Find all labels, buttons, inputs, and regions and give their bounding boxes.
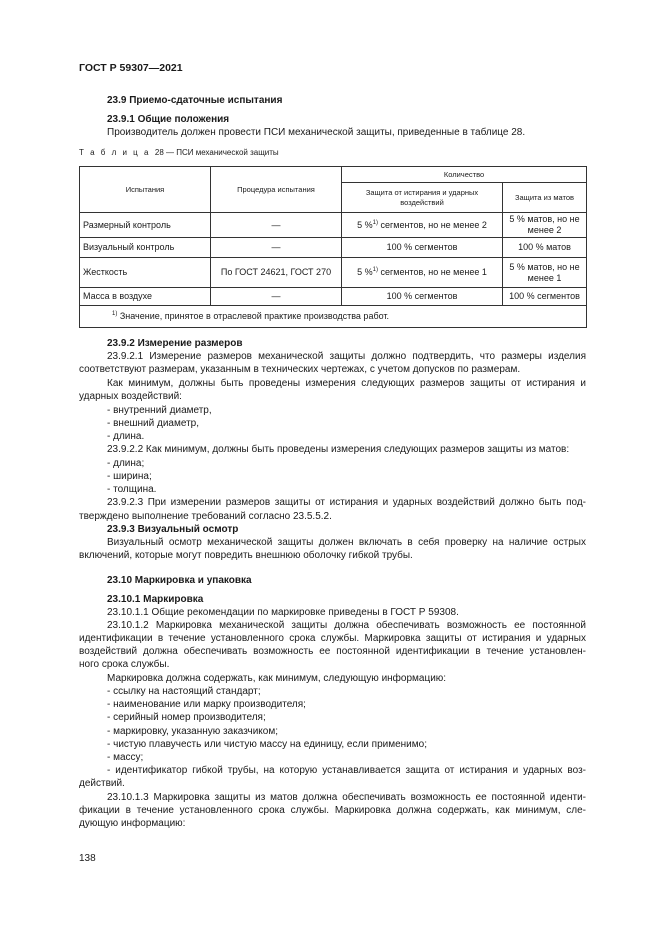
- header-mat-protection: Защита из матов: [503, 183, 587, 213]
- paragraph-line: 23.10.1.1 Общие рекомендации по маркировке приведены в ГОСТ Р 59308.: [107, 607, 459, 618]
- subsection-title-23-9-1: 23.9.1 Общие положения: [107, 114, 230, 125]
- paragraph-line: тверждено выполнение требований согласно 23.5.5.2.: [79, 511, 332, 522]
- list-item: - массу;: [107, 752, 144, 763]
- paragraph-line: Визуальный осмотр механической защиты должен включать в себя проверку на наличие острых: [107, 537, 586, 548]
- cell-value-rest: сегментов, но не менее 2: [377, 219, 487, 230]
- paragraph-line: 23.10.1.3 Маркировка защиты из матов должна обеспечивать возможность ее постоянной иденти-: [107, 792, 586, 803]
- paragraph-line: Маркировка должна содержать, как минимум, следующую информацию:: [107, 673, 447, 684]
- list-item: - внутренний диаметр,: [107, 405, 212, 416]
- cell-abrasion: [342, 238, 503, 258]
- list-item: - внешний диаметр,: [107, 418, 200, 429]
- list-item: - длина.: [107, 431, 145, 442]
- list-item-continuation: действий.: [79, 778, 125, 789]
- paragraph-line: ного срока службы.: [79, 659, 170, 670]
- cell-abrasion: [342, 258, 503, 288]
- paragraph-line: фикации в течение установленного срока службы. Маркировка должна содержать, как минимум, сле-: [79, 805, 586, 816]
- cell-value: 100 % сегментов: [386, 291, 458, 301]
- cell-mat: 5 % матов, но не менее 2: [503, 213, 587, 238]
- cell-test: Размерный контроль: [80, 213, 211, 238]
- cell-procedure: По ГОСТ 24621, ГОСТ 270: [211, 258, 342, 288]
- list-item: - толщина.: [107, 484, 157, 495]
- table-caption: [79, 148, 279, 157]
- psi-table: [79, 166, 587, 328]
- paragraph-line: идентификации в течение установленного срока службы. Маркировка защиты от истирания и ударных: [79, 633, 586, 644]
- header-procedure: Процедура испытания: [211, 167, 342, 213]
- cell-mat: 100 % сегментов: [503, 288, 587, 306]
- table-row: [80, 213, 587, 238]
- section-title-23-10: 23.10 Маркировка и упаковка: [107, 575, 252, 586]
- header-quantity: Количество: [342, 167, 587, 183]
- table-row: [80, 238, 587, 258]
- paragraph-line: 23.9.2.3 При измерении размеров защиты от истирания и ударных воздействий должно быть под-: [107, 497, 586, 508]
- cell-test: Масса в воздухе: [80, 288, 211, 306]
- paragraph-line: 23.9.2.1 Измерение размеров механической защиты должно подтвердить, что размеры изделия: [107, 351, 586, 362]
- cell-procedure: —: [211, 213, 342, 238]
- section-title-23-9: 23.9 Приемо-сдаточные испытания: [107, 95, 283, 106]
- paragraph: Производитель должен провести ПСИ механической защиты, приведенные в таблице 28.: [107, 127, 526, 138]
- cell-value-rest: сегментов, но не менее 1: [377, 267, 487, 277]
- subsection-title-23-9-3: 23.9.3 Визуальный осмотр: [107, 524, 239, 535]
- footnote-ref: 1): [372, 267, 378, 273]
- paragraph-line: дующую информацию:: [79, 818, 186, 829]
- list-item: - наименование или марку производителя;: [107, 699, 306, 710]
- header-abrasion-protection: Защита от истирания и ударных воздействий: [342, 183, 503, 213]
- table-row: [80, 258, 587, 288]
- cell-test: Жесткость: [80, 258, 211, 288]
- cell-mat: 100 % матов: [503, 238, 587, 258]
- table-caption-text: 28 — ПСИ механической защиты: [154, 148, 279, 157]
- paragraph-line: 23.10.1.2 Маркировка механической защиты должна обеспечивать возможность ее постоянной: [107, 620, 586, 631]
- document-header: ГОСТ Р 59307—2021: [79, 62, 183, 74]
- paragraph-line: 23.9.2.2 Как минимум, должны быть проведены измерения следующих размеров защиты из матов:: [107, 444, 570, 455]
- list-item: - ширина;: [107, 471, 152, 482]
- table-caption-prefix: Т а б л и ц а: [79, 148, 151, 157]
- paragraph-line: ударных воздействий:: [79, 391, 182, 402]
- cell-value: 5 %: [357, 219, 373, 230]
- cell-test: Визуальный контроль: [80, 238, 211, 258]
- page-number: 138: [79, 853, 96, 864]
- paragraph-line: воздействий должна обеспечивать возможность ее постоянной идентификации в течение установлен-: [79, 646, 586, 657]
- table-footnote: [80, 306, 587, 328]
- footnote-ref: 1): [372, 219, 378, 226]
- paragraph-line: Как минимум, должны быть проведены измерения следующих размеров защиты от истирания и: [107, 378, 586, 389]
- list-item: - маркировку, указанную заказчиком;: [107, 726, 279, 737]
- cell-procedure: —: [211, 288, 342, 306]
- list-item: - идентификатор гибкой трубы, на которую устанавливается защита от истирания и ударных воз-: [107, 765, 586, 776]
- header-tests: Испытания: [80, 167, 211, 213]
- list-item: - чистую плавучесть или чистую массу на единицу, если применимо;: [107, 739, 427, 750]
- list-item: - ссылку на настоящий стандарт;: [107, 686, 261, 697]
- cell-value: 100 % сегментов: [386, 242, 458, 252]
- paragraph-line: включений, которые могут повредить внешнюю оболочку гибкой трубы.: [79, 550, 413, 561]
- list-item: - серийный номер производителя;: [107, 712, 266, 723]
- cell-abrasion: [342, 288, 503, 306]
- table-row: [80, 288, 587, 306]
- cell-procedure: —: [211, 238, 342, 258]
- cell-abrasion: [342, 213, 503, 238]
- cell-value: 5 %: [357, 267, 373, 277]
- footnote-text: Значение, принятое в отраслевой практике производства работ.: [117, 311, 390, 321]
- subsection-title-23-10-1: 23.10.1 Маркировка: [107, 594, 204, 605]
- cell-mat: 5 % матов, но не менее 1: [503, 258, 587, 288]
- list-item: - длина;: [107, 458, 145, 469]
- paragraph-line: соответствуют размерам, указанным в технических чертежах, с учетом допусков по размерам.: [79, 364, 521, 375]
- footnote-mark: 1): [112, 311, 118, 317]
- subsection-title-23-9-2: 23.9.2 Измерение размеров: [107, 338, 243, 349]
